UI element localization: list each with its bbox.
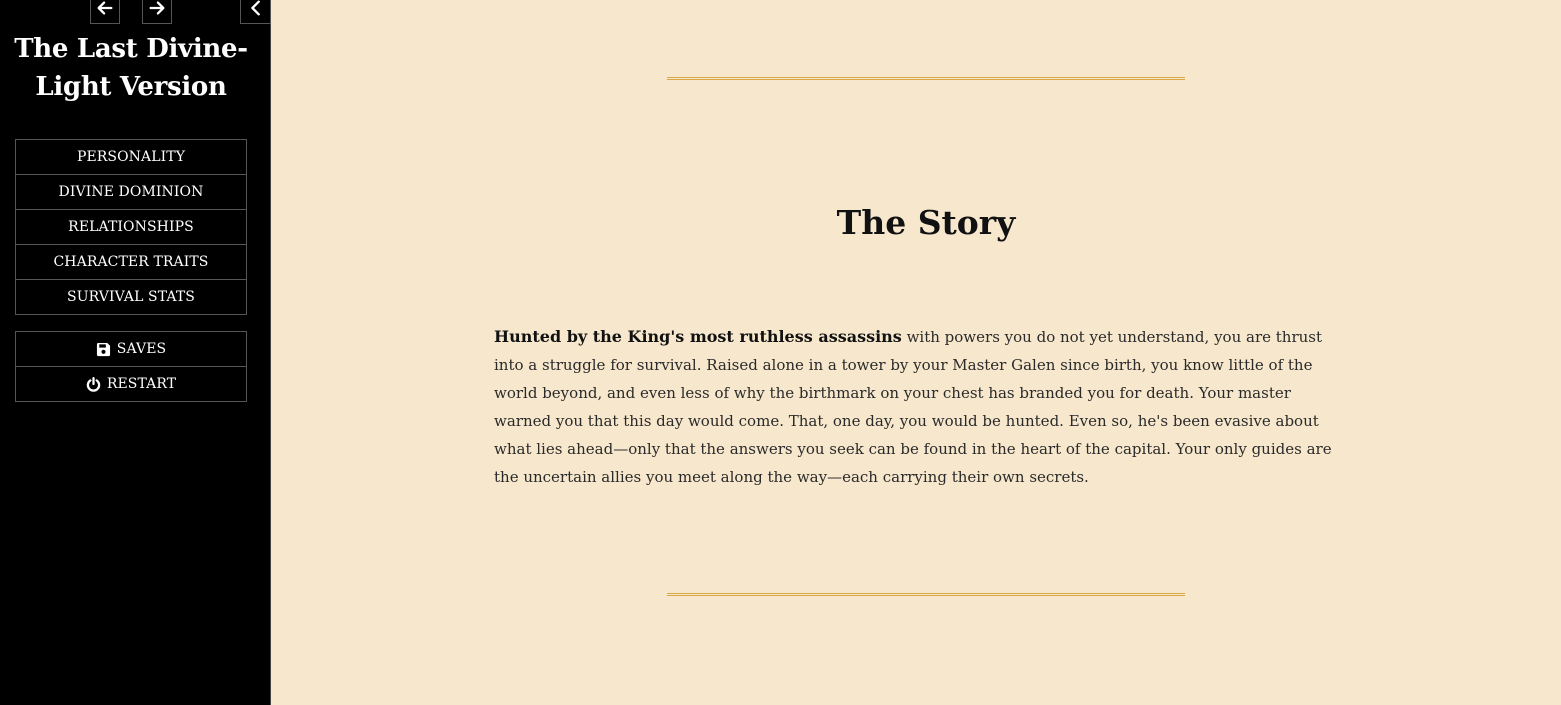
chapter-title: The Story bbox=[836, 203, 1016, 242]
stats-menu bbox=[15, 139, 247, 315]
arrow-right-icon bbox=[148, 0, 166, 17]
restart-button[interactable] bbox=[16, 366, 246, 401]
chevron-left-icon bbox=[247, 0, 265, 17]
story-body: with powers you do not yet understand, you are thrust into a struggle for survival. Raised alone in a tower by your Master Galen since birth, you know little of the world beyond, and even less of why the birthmark on your chest has branded you for death. Your master warned you that this day would come. That, one day, you would be hunted. Even so, he's been evasive about what lies ahead—only that the answers you seek can be found in the heart of the capital. Your only guides are the uncertain allies you meet along the way—each carrying their own secrets. bbox=[494, 328, 1332, 486]
menu-item-label: DIVINE DOMINION bbox=[58, 184, 204, 200]
restart-label: RESTART bbox=[106, 376, 177, 392]
system-menu bbox=[15, 331, 247, 402]
menu-item-character-traits[interactable] bbox=[16, 244, 246, 279]
bottom-divider bbox=[667, 593, 1185, 596]
menu-item-divine-dominion[interactable] bbox=[16, 174, 246, 209]
floppy-disk-icon bbox=[96, 342, 111, 357]
saves-label: SAVES bbox=[116, 341, 167, 357]
menu-item-personality[interactable] bbox=[16, 140, 246, 174]
arrow-left-icon bbox=[96, 0, 114, 17]
menu-item-relationships[interactable] bbox=[16, 209, 246, 244]
top-divider bbox=[667, 77, 1185, 80]
menu-item-label: PERSONALITY bbox=[76, 149, 186, 165]
story-page bbox=[272, 0, 1561, 705]
collapse-sidebar-button[interactable] bbox=[240, 0, 271, 24]
story-lead: Hunted by the King's most ruthless assassins bbox=[494, 327, 902, 346]
power-icon bbox=[86, 377, 101, 392]
menu-item-label: RELATIONSHIPS bbox=[68, 219, 194, 235]
sidebar bbox=[0, 0, 271, 705]
menu-item-label: SURVIVAL STATS bbox=[67, 289, 195, 305]
forward-button[interactable] bbox=[142, 0, 172, 24]
story-title: The Last Divine-Light Version bbox=[14, 34, 248, 102]
menu-item-survival-stats[interactable] bbox=[16, 279, 246, 314]
back-button[interactable] bbox=[90, 0, 120, 24]
menu-item-label: CHARACTER TRAITS bbox=[53, 254, 209, 270]
saves-button[interactable] bbox=[16, 332, 246, 366]
story-paragraph bbox=[494, 323, 1344, 491]
